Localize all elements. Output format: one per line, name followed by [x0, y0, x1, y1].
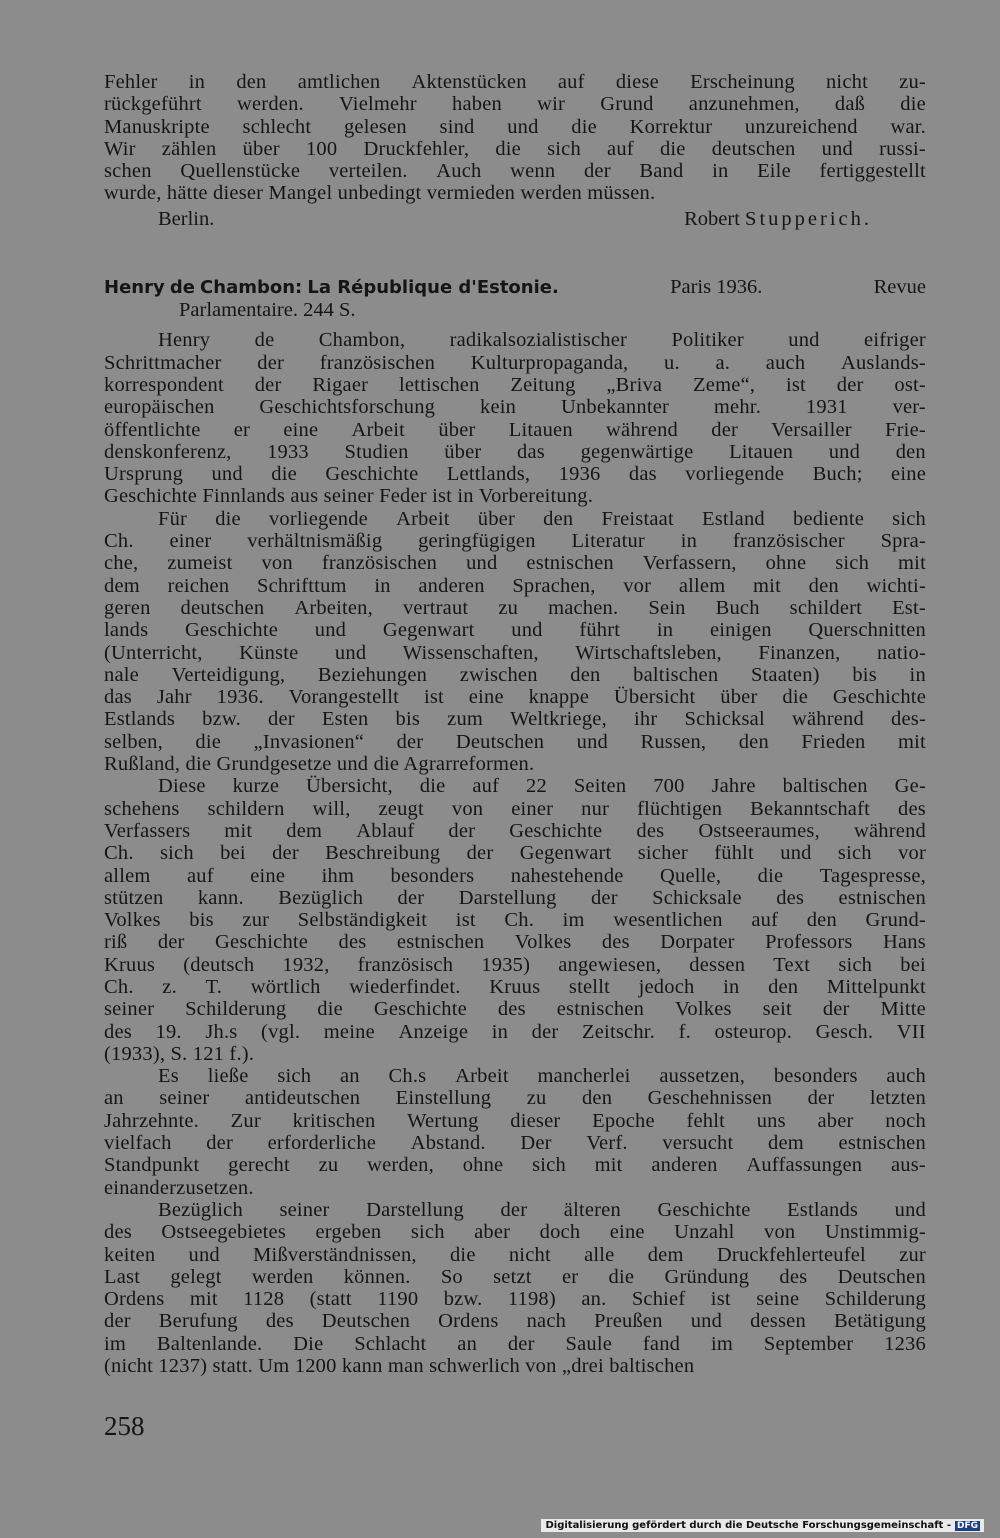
- paragraph: [104, 508, 926, 776]
- text-line: lands Geschichte und Gegenwart und führt in einigen Querschnitten: [104, 619, 926, 642]
- text-line: Ch. sich bei der Beschreibung der Gegenwart sicher fühlt und sich vor: [104, 842, 926, 865]
- text-line: riß der Geschichte des estnischen Volkes des Dorpater Professors Hans: [104, 931, 926, 954]
- text-line: Wir zählen über 100 Druckfehler, die sich auf die deutschen und russi-: [104, 137, 926, 160]
- text-line: Jahrzehnte. Zur kritischen Wertung dieser Epoche fehlt uns aber noch: [104, 1109, 926, 1132]
- text-line: des 19. Jh.s (vgl. meine Anzeige in der Zeitschr. f. osteurop. Gesch. VII: [104, 1020, 926, 1043]
- text-line: Manuskripte schlecht gelesen sind und die Korrektur unzureichend war.: [104, 115, 926, 138]
- text-line: che, zumeist von französischen und estnischen Verfassern, ohne sich mit: [104, 552, 926, 575]
- text-line: europäischen Geschichtsforschung kein Unbekannter mehr. 1931 ver-: [104, 396, 926, 419]
- text-line: Estlands bzw. der Esten bis zum Weltkriege, ihr Schicksal während des-: [104, 708, 926, 731]
- text-line: Henry de Chambon, radikalsozialistischer Politiker und eifriger: [158, 329, 926, 352]
- text-line: allem auf eine ihm besonders nahestehende Quelle, die Tagespresse,: [104, 864, 926, 887]
- text-line: Für die vorliegende Arbeit über den Freistaat Estland bediente sich: [158, 507, 926, 530]
- paragraph: [104, 329, 926, 507]
- text-line: Ordens mit 1128 (statt 1190 bzw. 1198) an. Schief ist seine Schilderung: [104, 1288, 926, 1311]
- dfg-logo: DFG: [956, 1520, 978, 1531]
- text-line: Geschichte Finnlands aus seiner Feder ist in Vorbereitung.: [104, 485, 594, 508]
- text-line: des Ostseegebietes ergeben sich aber doch eine Unzahl von Unstimmig-: [104, 1221, 926, 1244]
- signature-author: Robert Stupperich.: [684, 207, 872, 230]
- text-line: Ch. einer verhältnismäßig geringfügigen Literatur in französischer Spra-: [104, 530, 926, 553]
- text-line: im Baltenlande. Die Schlacht an der Saule fand im September 1236: [104, 1332, 926, 1355]
- text-line: selben, die „Invasionen“ der Deutschen und Russen, den Frieden mit: [104, 730, 926, 753]
- footer-text: Digitalisierung gefördert durch die Deutsche Forschungsgemeinschaft -: [545, 1520, 951, 1531]
- text-line: (1933), S. 121 f.).: [104, 1042, 255, 1065]
- review-body: [104, 329, 926, 1377]
- text-line: Ch. z. T. wörtlich wiederfindet. Kruus stellt jedoch in den Mittelpunkt: [104, 975, 926, 998]
- text-line: der Berufung des Deutschen Ordens nach Preußen und dessen Betätigung: [104, 1310, 926, 1333]
- text-line: stützen kann. Bezüglich der Darstellung der Schicksale des estnischen: [104, 886, 926, 909]
- top-paragraph: [104, 71, 926, 205]
- text-line: Kruus (deutsch 1932, französisch 1935) angewiesen, dessen Text sich bei: [104, 953, 926, 976]
- text-line: denskonferenz, 1933 Studien über das gegenwärtige Litauen und den: [104, 440, 926, 463]
- review-author-first: Henry: [104, 276, 165, 298]
- text-line: Volkes bis zur Selbständigkeit ist Ch. im wesentlichen auf den Grund-: [104, 909, 926, 932]
- text-line: Fehler in den amtlichen Aktenstücken auf diese Erscheinung nicht zu-: [104, 71, 926, 93]
- text-line: seiner Schilderung die Geschichte des estnischen Volkes seit der Mitte: [104, 998, 926, 1021]
- text-line: das Jahr 1936. Vorangestellt ist eine knappe Übersicht über die Geschichte: [104, 686, 926, 709]
- text-line: schehens schildern will, zeugt von einer nur flüchtigen Bekanntschaft des: [104, 797, 926, 820]
- text-line: geren deutschen Arbeiten, vertraut zu machen. Sein Buch schildert Est-: [104, 596, 926, 619]
- review-author-last: Chambon:: [200, 276, 303, 298]
- text-line: keiten und Mißverständnissen, die nicht alle dem Druckfehlerteufel zur: [104, 1243, 926, 1266]
- review-heading: [104, 276, 926, 322]
- text-line: Es ließe sich an Ch.s Arbeit mancherlei aussetzen, besonders auch: [158, 1065, 926, 1088]
- footer-credit: [541, 1519, 984, 1532]
- text-line: Bezüglich seiner Darstellung der älteren Geschichte Estlands und: [158, 1198, 926, 1221]
- review-publisher-cont: Parlamentaire. 244 S.: [179, 299, 356, 322]
- signature-place: Berlin.: [158, 207, 215, 230]
- text-line: Standpunkt gerecht zu werden, ohne sich mit anderen Auffassungen aus-: [104, 1154, 926, 1177]
- text-line: Diese kurze Übersicht, die auf 22 Seiten 700 Jahre baltischen Ge-: [158, 775, 926, 798]
- text-line: korrespondent der Rigaer lettischen Zeitung „Briva Zeme“, ist der ost-: [104, 373, 926, 396]
- text-line: (nicht 1237) statt. Um 1200 kann man schwerlich von „drei baltischen: [104, 1355, 695, 1378]
- text-line: Last gelegt werden können. So setzt er die Gründung des Deutschen: [104, 1265, 926, 1288]
- text-line: schen Quellenstücke verteilen. Auch wenn der Band in Eile fertiggestellt: [104, 160, 926, 183]
- text-line: nale Verteidigung, Beziehungen zwischen den baltischen Staaten) bis in: [104, 663, 926, 686]
- text-line: einanderzusetzen.: [104, 1176, 254, 1199]
- signature: [104, 207, 926, 231]
- text-line: an seiner antideutschen Einstellung zu den Geschehnissen der letzten: [104, 1087, 926, 1110]
- text-line: öffentlichte er eine Arbeit über Litauen während der Versailler Frie-: [104, 418, 926, 441]
- text-line: rückgeführt werden. Vielmehr haben wir Grund anzunehmen, daß die: [104, 93, 926, 116]
- text-line: Rußland, die Grundgesetze und die Agrarreformen.: [104, 753, 535, 776]
- review-publisher-start: Revue: [873, 275, 926, 298]
- review-author-particle: de: [169, 276, 195, 298]
- text-line: vielfach der erforderliche Abstand. Der Verf. versucht dem estnischen: [104, 1132, 926, 1155]
- review-place-year: Paris 1936.: [670, 275, 763, 298]
- review-book-title: La République d'Estonie.: [307, 276, 559, 298]
- paragraph: [104, 1065, 926, 1199]
- paragraph: [104, 1199, 926, 1377]
- document-page: [104, 71, 926, 1377]
- text-line: Ursprung und die Geschichte Lettlands, 1936 das vorliegende Buch; eine: [104, 463, 926, 486]
- text-line: dem reichen Schrifttum in anderen Sprachen, vor allem mit den wichti-: [104, 574, 926, 597]
- text-line: wurde, hätte dieser Mangel unbedingt vermieden werden müssen.: [104, 182, 656, 205]
- paragraph: [104, 775, 926, 1065]
- text-line: (Unterricht, Künste und Wissenschaften, Wirtschaftsleben, Finanzen, natio-: [104, 641, 926, 664]
- page-number: 258: [104, 1411, 145, 1441]
- text-line: Schrittmacher der französischen Kulturpropaganda, u. a. auch Auslands-: [104, 351, 926, 374]
- text-line: Verfassers mit dem Ablauf der Geschichte des Ostseeraumes, während: [104, 819, 926, 842]
